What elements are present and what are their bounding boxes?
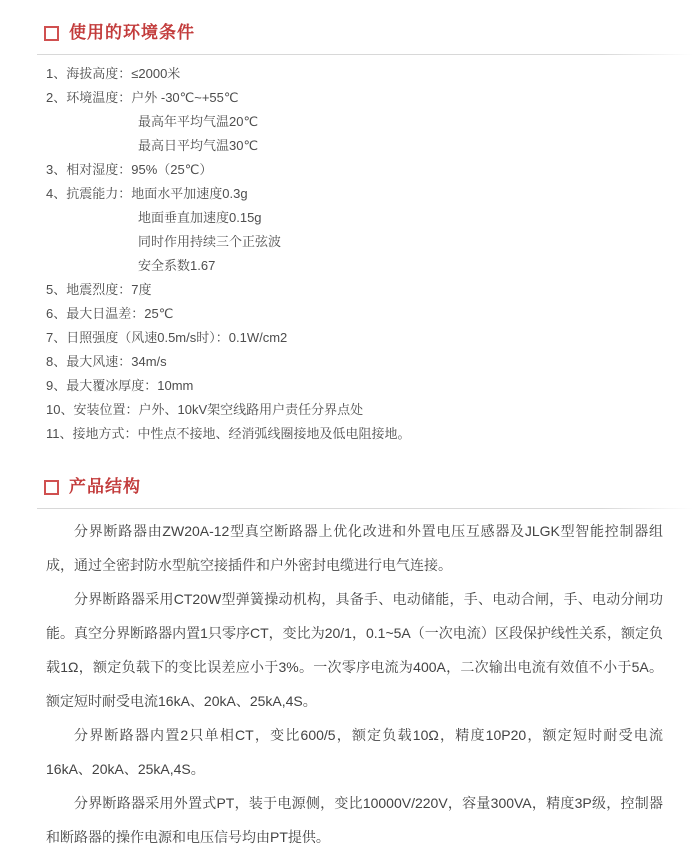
item-label: 地震烈度： [66,282,132,297]
list-item-continuation: 最高年平均气温20℃ [138,114,259,129]
item-number: 1、 [46,66,67,81]
list-item-continuation: 地面垂直加速度0.15g [138,210,262,225]
item-label: 安装位置： [73,402,139,417]
list-item-continuation: 最高日平均气温30℃ [138,138,259,153]
item-value: 7度 [131,282,152,297]
paragraph: 分界断路器由ZW20A-12型真空断路器上优化改进和外置电压互感器及JLGK型智能控制器组成，通过全密封防水型航空接插件和户外密封电缆进行电气连接。 [46,523,663,573]
item-label: 最大日温差： [66,306,145,321]
list-item [46,278,700,302]
structure-paragraphs [0,509,700,851]
item-label: 环境温度： [66,90,132,105]
section-header [0,0,700,44]
item-label: 抗震能力： [66,186,132,201]
paragraph: 分界断路器采用CT20W型弹簧操动机构，具备手、电动储能，手、电动合闸，手、电动分闸功能。真空分界断路器内置1只零序CT，变比为20/1，0.1~5A（一次电流）区段保护线性关系，额定负载1Ω，额定负载下的变比误差应小于3%。一次零序电流为400A，二次输出电流有效值不小于5A。额定短时耐受电流16kA、20kA、25kA,4S。 [46,591,663,709]
list-item [46,398,700,422]
item-label: 接地方式： [72,426,138,441]
environment-list [0,55,700,446]
paragraph: 分界断路器内置2只单相CT，变比600/5，额定负载10Ω，精度10P20，额定短时耐受电流16kA、20kA、25kA,4S。 [46,727,663,777]
item-number: 7、 [46,330,67,345]
list-item-continuation: 同时作用持续三个正弦波 [138,234,282,249]
item-number: 2、 [46,90,67,105]
list-item [46,62,700,86]
item-label: 相对湿度： [66,162,132,177]
item-value: 0.1W/cm2 [228,330,288,345]
section-title-text: 使用的环境条件 [69,23,195,42]
item-number: 9、 [46,378,67,393]
list-item [46,302,700,326]
item-number: 5、 [46,282,67,297]
item-value: 34m/s [131,354,167,369]
item-value: 地面水平加速度0.3g [131,186,248,201]
section-bullet-icon [44,480,59,495]
list-item [46,326,700,350]
paragraph: 分界断路器采用外置式PT，装于电源侧，变比10000V/220V，容量300VA，精度3P级，控制器和断路器的操作电源和电压信号均由PT提供。 [46,795,663,845]
item-number: 3、 [46,162,67,177]
item-value: 10mm [157,378,194,393]
item-number: 11、 [46,426,73,441]
list-item [46,182,700,206]
list-item [46,350,700,374]
item-label: 最大风速： [66,354,132,369]
item-number: 10、 [46,402,74,417]
item-value: 25℃ [144,306,174,321]
item-value: 户外 -30℃~+55℃ [131,90,239,105]
list-item [46,374,700,398]
list-item [46,86,700,110]
item-number: 4、 [46,186,67,201]
item-number: 6、 [46,306,67,321]
list-item-continuation: 安全系数1.67 [138,258,216,273]
item-value: ≤2000米 [131,66,181,81]
item-number: 8、 [46,354,67,369]
item-label: 日照强度（风速0.5m/s时）： [66,330,229,345]
list-item [46,158,700,182]
section-product-structure [0,476,700,851]
item-label: 海拔高度： [66,66,132,81]
item-value: 中性点不接地、经消弧线圈接地及低电阻接地。 [137,426,411,441]
section-header [0,476,700,498]
item-value: 户外、10kV架空线路用户责任分界点处 [138,402,364,417]
section-bullet-icon [44,26,59,41]
item-label: 最大覆冰厚度： [66,378,158,393]
item-value: 95%（25℃） [131,162,213,177]
list-item [46,422,700,446]
section-title-text: 产品结构 [69,477,141,496]
